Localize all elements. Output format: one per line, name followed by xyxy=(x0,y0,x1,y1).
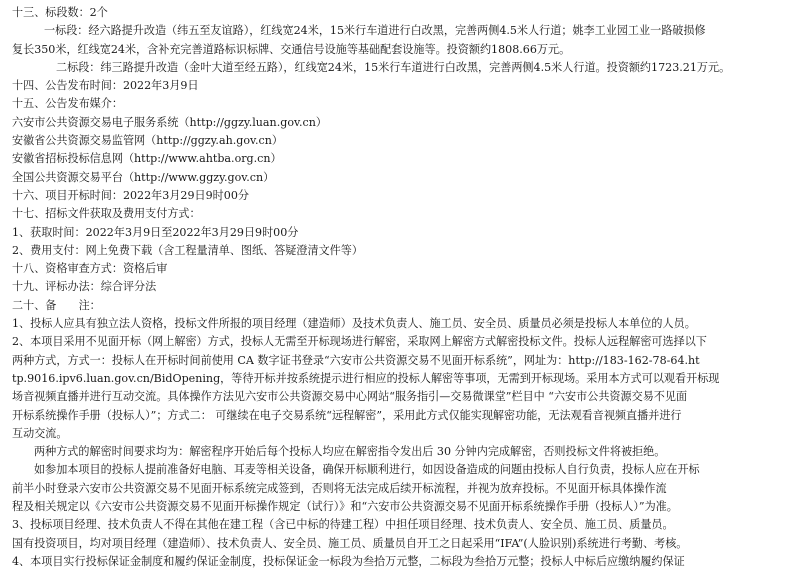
note-3: 3、投标项目经理、技术负责人不得在其他在建工程（含已中标的待建工程）中担任项目经理、技术负责人、安全员、施工员、质量员。 xyxy=(12,518,674,532)
acquisition-time: 1、获取时间：2022年3月9日至2022年3月29日9时00分 xyxy=(12,225,299,239)
media-item: 全国公共资源交易平台（http://www.ggzy.gov.cn） xyxy=(12,170,275,184)
decryption-time-requirement: 两种方式的解密时间要求均为：解密程序开始后每个投标人均应在解密指令发出后 30 分钟内完成解密，否则投标文件将被拒绝。 xyxy=(34,445,666,459)
section-14-publish-date: 十四、公告发布时间：2022年3月9日 xyxy=(12,79,199,93)
fee-payment: 2、费用支付：网上免费下载（含工程量清单、图纸、答疑澄清文件等） xyxy=(12,243,363,257)
lot-2-description: 二标段：纬三路提升改造（金叶大道至经五路），红线宽24米，15米行车道进行白改黑，完善两侧4.5米人行道。投资额约1723.21万元。 xyxy=(56,60,731,74)
section-17-heading: 十七、招标文件获取及费用支付方式： xyxy=(12,207,201,221)
section-18-qualification: 十八、资格审查方式：资格后审 xyxy=(12,262,168,276)
media-item: 安徽省公共资源交易监管网（http://ggzy.ah.gov.cn） xyxy=(12,134,283,148)
equipment-note-cont: 程及相关规定以《六安市公共资源交易不见面开标操作规定（试行）》和“六安市公共资源交易不见面开标系统操作手册（投标人）”为准。 xyxy=(12,500,678,514)
section-15-heading: 十五、公告发布媒介： xyxy=(12,97,123,111)
note-2: 2、本项目采用不见面开标（网上解密）方式，投标人无需至开标现场进行解密，采取网上解密方式解密投标文件。投标人远程解密可选择以下 xyxy=(12,335,707,349)
note-4: 4、本项目实行投标保证金制度和履约保证金制度，投标保证金一标段为叁拾万元整，二标段为叁拾万元整；投标人中标后应缴纳履约保证 xyxy=(12,554,685,568)
lot-1-description: 一标段：经六路提升改造（纬五至友谊路），红线宽24米，15米行车道进行白改黑，完善两侧4.5米人行道；姚李工业园工业一路破损修 xyxy=(44,24,706,38)
note-3-cont: 国有投资项目，均对项目经理（建造师）、技术负责人、安全员、施工员、质量员自开工之日起采用“IFA”(人脸识别)系统进行考勤、考核。 xyxy=(12,536,688,550)
note-2-cont: 场音视频直播并进行互动交流。具体操作方法见六安市公共资源交易中心网站“服务指引—交易微课堂”栏目中 “六安市公共资源交易不见面 xyxy=(12,390,688,404)
equipment-note: 如参加本项目的投标人提前准备好电脑、耳麦等相关设备，确保开标顺利进行，如因设备造成的问题由投标人自行负责，投标人应在开标 xyxy=(34,463,700,477)
media-item: 六安市公共资源交易电子服务系统（http://ggzy.luan.gov.cn） xyxy=(12,115,327,129)
note-2-cont: 开标系统操作手册（投标人）”；方式二： 可继续在电子交易系统“远程解密”，采用此方式仅能实现解密功能，无法观看音视频直播并进行 xyxy=(12,408,682,422)
note-2-cont: tp.9016.ipv6.luan.gov.cn/BidOpening，等待开标并按系统提示进行相应的投标人解密等事项，无需到开标现场。采用本方式可以观看开标现 xyxy=(12,371,720,385)
section-13-heading: 十三、标段数：2个 xyxy=(12,6,108,19)
equipment-note-cont: 前半小时登录六安市公共资源交易不见面开标系统完成签到，否则将无法完成后续开标流程，并视为放弃投标。不见面开标具体操作流 xyxy=(12,481,667,495)
section-19-evaluation: 十九、评标办法：综合评分法 xyxy=(12,280,157,294)
note-2-cont: 两种方式，方式一：投标人在开标时间前使用 CA 数字证书登录“六安市公共资源交易不见面开标系统”，网址为：http://183-162-78-64.ht xyxy=(12,353,700,367)
media-item: 安徽省招标投标信息网（http://www.ahtba.org.cn） xyxy=(12,152,282,166)
lot-1-description-cont: 复长350米，红线宽24米，含补充完善道路标识标牌、交通信号设施等基础配套设施等。投资额约1808.66万元。 xyxy=(12,42,571,56)
section-20-heading: 二十、备 注： xyxy=(12,298,101,312)
note-2-cont: 互动交流。 xyxy=(12,426,68,440)
note-1: 1、投标人应具有独立法人资格，投标文件所报的项目经理（建造师）及技术负责人、施工员、安全员、质量员必须是投标人本单位的人员。 xyxy=(12,317,696,331)
document-body xyxy=(12,4,792,571)
section-16-opening-time: 十六、项目开标时间：2022年3月29日9时00分 xyxy=(12,188,249,202)
